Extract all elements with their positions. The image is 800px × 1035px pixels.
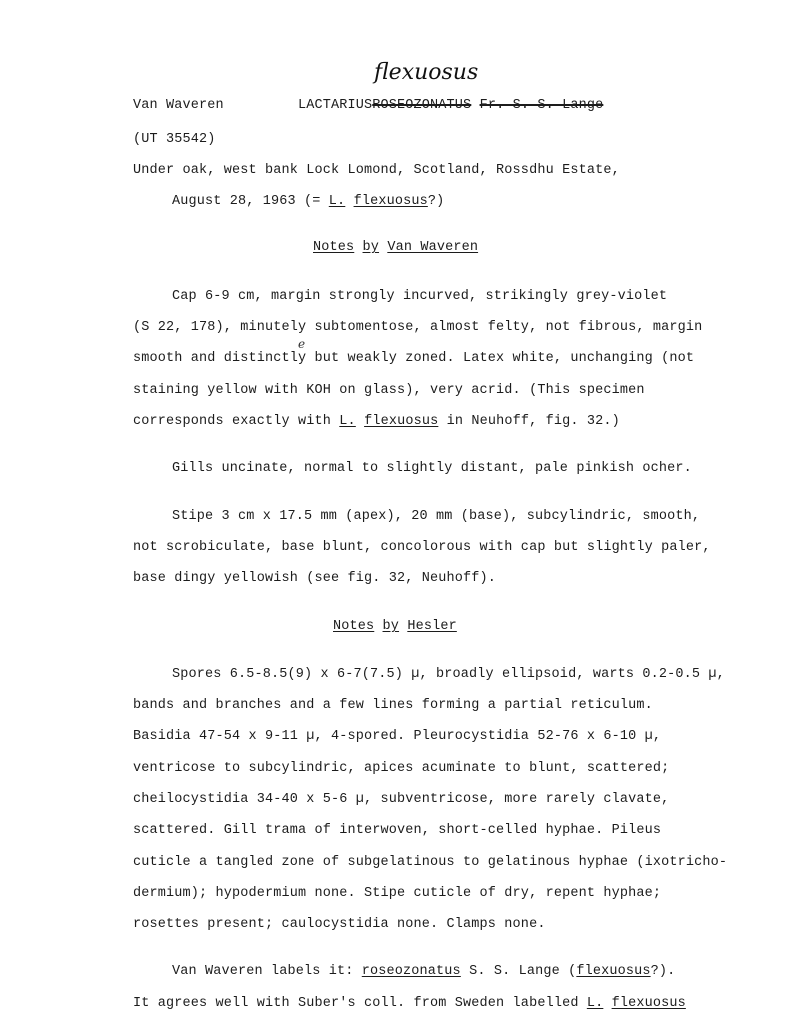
gills-line: Gills uncinate, normal to slightly distant, pale pinkish ocher. bbox=[172, 461, 692, 476]
cap-line-3: smooth and distinctly but weakly zoned. Latex white, unchanging (not bbox=[133, 351, 695, 366]
hesler-line-5: cheilocystidia 34-40 x 5-6 µ, subventricose, more rarely clavate, bbox=[133, 792, 670, 807]
closing-line-2: It agrees well with Suber's coll. from Sweden labelled L. flexuosus bbox=[133, 996, 686, 1011]
hesler-line-7: cuticle a tangled zone of subgelatinous to gelatinous hyphae (ixotricho- bbox=[133, 855, 728, 870]
cap-line-5: corresponds exactly with L. flexuosus in Neuhoff, fig. 32.) bbox=[133, 414, 620, 429]
hesler-line-2: bands and branches and a few lines forming a partial reticulum. bbox=[133, 698, 653, 713]
struck-authority: Fr. S. S. Lange bbox=[479, 98, 604, 113]
heading-hesler: Notes by Hesler bbox=[333, 619, 457, 634]
struck-epithet: ROSEOZONATUS bbox=[372, 98, 472, 113]
heading-van-waveren: Notes by Van Waveren bbox=[313, 240, 479, 255]
stipe-line-2: not scrobiculate, base blunt, concolorous with cap but slightly paler, bbox=[133, 540, 711, 555]
hesler-line-3: Basidia 47-54 x 9-11 µ, 4-spored. Pleurocystidia 52-76 x 6-10 µ, bbox=[133, 729, 662, 744]
stipe-line-3: base dingy yellowish (see fig. 32, Neuhoff). bbox=[133, 571, 497, 586]
cap-line-1: Cap 6-9 cm, margin strongly incurved, strikingly grey-violet bbox=[172, 289, 668, 304]
author-label: Van Waveren bbox=[133, 98, 224, 113]
collection-date: August 28, 1963 (= L. flexuosus?) bbox=[172, 194, 445, 209]
herbarium-number: (UT 35542) bbox=[133, 132, 216, 147]
handwritten-correction: e bbox=[298, 337, 306, 351]
genus-name: LACTARIUS bbox=[298, 98, 373, 113]
hesler-line-4: ventricose to subcylindric, apices acuminate to blunt, scattered; bbox=[133, 761, 670, 776]
hesler-line-6: scattered. Gill trama of interwoven, short-celled hyphae. Pileus bbox=[133, 823, 662, 838]
stipe-line-1: Stipe 3 cm x 17.5 mm (apex), 20 mm (base), subcylindric, smooth, bbox=[172, 509, 701, 524]
hesler-line-8: dermium); hypodermium none. Stipe cuticle of dry, repent hyphae; bbox=[133, 886, 662, 901]
handwritten-epithet: flexuosus bbox=[374, 60, 479, 85]
closing-line-1: Van Waveren labels it: roseozonatus S. S. Lange (flexuosus?). bbox=[172, 964, 676, 979]
locality-line: Under oak, west bank Lock Lomond, Scotland, Rossdhu Estate, bbox=[133, 163, 620, 178]
species-title bbox=[298, 98, 603, 114]
cap-line-2: (S 22, 178), minutely subtomentose, almost felty, not fibrous, margin bbox=[133, 320, 703, 335]
hesler-line-9: rosettes present; caulocystidia none. Clamps none. bbox=[133, 917, 546, 932]
cap-line-4: staining yellow with KOH on glass), very acrid. (This specimen bbox=[133, 383, 645, 398]
hesler-line-1: Spores 6.5-8.5(9) x 6-7(7.5) µ, broadly ellipsoid, warts 0.2-0.5 µ, bbox=[172, 667, 725, 682]
